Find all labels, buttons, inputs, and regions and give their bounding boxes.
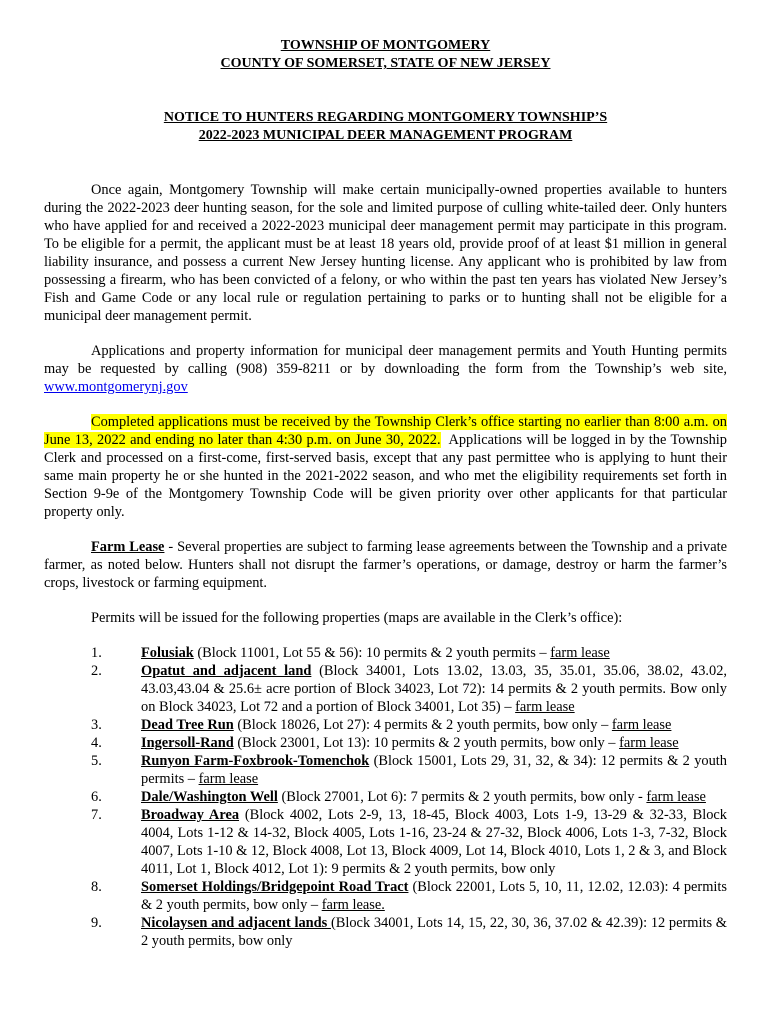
eligibility-paragraph: Once again, Montgomery Township will make certain municipally-owned properties available to hunters during the 2022-2023 deer hunting season, for the sole and limited purpose of culling white-tailed deer. Only hunters who have applied for and received a 2022-2023 municipal deer management permit may participate in this program. To be eligible for a permit, the applicant must be at least 18 years old, provide proof of at least $1 million in general liability insurance, and possess a current New Jersey hunting license. Any applicant who is prohibited by law from possessing a firearm, who has been convicted of a felony, or who within the past ten years has violated New Jersey’s Fish and Game Code or any local rule or regulation pertaining to parks or to hunting shall not be eligible for a municipal deer management permit. — [44, 182, 727, 324]
farm-lease-text: - Several properties are subject to farming lease agreements between the Township and a private farmer, as noted below. Hunters shall not disrupt the farmer’s operations, or damage, destroy or harm the farmer’s crops, livestock or farming equipment. — [44, 539, 727, 591]
property-name: Nicolaysen and adjacent lands — [141, 915, 331, 931]
applications-paragraph — [44, 342, 727, 396]
farm-lease-note: farm lease — [198, 771, 259, 787]
farm-lease-note: farm lease — [611, 717, 672, 733]
deadline-paragraph — [44, 413, 727, 521]
farm-lease-note: farm lease — [646, 789, 706, 805]
property-name: Broadway Area — [141, 807, 240, 823]
applications-text: Applications and property information for municipal deer management permits and Youth Hunting permits may be requested by calling (908) 359-8211 or by downloading the form from the Township’s web site, — [44, 343, 727, 377]
property-name: Runyon Farm-Foxbrook-Tomenchok — [141, 753, 370, 769]
farm-lease-paragraph — [44, 538, 727, 592]
farm-lease-note: farm lease — [550, 645, 610, 661]
notice-title-line2: 2022-2023 MUNICIPAL DEER MANAGEMENT PROGRAM — [198, 128, 573, 143]
deadline-highlight: Completed applications must be received by the Township Clerk’s office starting no earlier than 8:00 a.m. on June 13, 2022 and ending no later than 4:30 p.m. on June 30, 2022. — [44, 414, 727, 448]
farm-lease-note: farm lease. — [321, 897, 385, 913]
property-list — [44, 644, 727, 950]
farm-lease-note: farm lease — [619, 735, 679, 751]
list-item: 5. Runyon Farm-Foxbrook-Tomenchok (Block 15001, Lots 29, 31, 32, & 34): 12 permits & 2 youth permits – farm lease — [91, 753, 727, 787]
processing-text: Applications will be logged in by the Township Clerk and processed on a first-come, first-served basis, except that any past permittee who is applying to hunt their same main property he or she hunted in the 2021-2022 season, and who met the eligibility requirements set forth in Section 9-9e of the Montgomery Township Code will be given priority over other applicants for that particular property only. — [44, 432, 727, 520]
township-heading: TOWNSHIP OF MONTGOMERY — [280, 38, 491, 53]
farm-lease-label: Farm Lease — [91, 539, 165, 555]
property-name: Folusiak — [141, 645, 194, 661]
list-item: 2. Opatut and adjacent land (Block 34001, Lots 13.02, 13.03, 35, 35.01, 35.06, 38.02, 43.02, 43.03,43.04 & 25.6± acre portion of Block 34023, Lot 72): 14 permits & 2 youth permits. Bow only on Block 34023, Lot 72 and a portion of Block 34001, Lot 35) – farm lease — [91, 663, 727, 715]
list-item: 4. Ingersoll-Rand (Block 23001, Lot 13): 10 permits & 2 youth permits, bow only – farm lease — [91, 735, 679, 751]
property-name: Dale/Washington Well — [141, 789, 278, 805]
list-item: 8. Somerset Holdings/Bridgepoint Road Tract (Block 22001, Lots 5, 10, 11, 12.02, 12.03): 4 permits & 2 youth permits, bow only – farm lease. — [91, 879, 727, 913]
county-heading: COUNTY OF SOMERSET, STATE OF NEW JERSEY — [220, 56, 551, 71]
list-item: 1. Folusiak (Block 11001, Lot 55 & 56): 10 permits & 2 youth permits – farm lease — [91, 645, 610, 661]
notice-document — [44, 37, 727, 950]
property-name: Somerset Holdings/Bridgepoint Road Tract — [141, 879, 409, 895]
list-item: 3. Dead Tree Run (Block 18026, Lot 27): 4 permits & 2 youth permits, bow only – farm lease — [91, 717, 672, 733]
list-item: 6. Dale/Washington Well (Block 27001, Lot 6): 7 permits & 2 youth permits, bow only - farm lease — [91, 789, 706, 805]
property-name: Ingersoll-Rand — [141, 735, 234, 751]
farm-lease-note: farm lease — [515, 699, 575, 715]
permits-intro: Permits will be issued for the following properties (maps are available in the Clerk’s office): — [91, 610, 623, 626]
property-name: Dead Tree Run — [141, 717, 234, 733]
list-item: 7. Broadway Area (Block 4002, Lots 2-9, 13, 18-45, Block 4003, Lots 1-9, 13-29 & 32-33, Block 4004, Lots 1-12 & 14-32, Block 4005, Lots 1-16, 23-24 & 27-32, Block 4006, Lots 1-3, 7-32, Block 4007, Lots 1-10 & 12, Block 4008, Lot 13, Block 4009, Lot 14, Block 4010, Lots 1, 2 & 3, and Block 4011, Lot 1, Block 4012, Lot 1): 9 permits & 2 youth permits, bow only — [91, 807, 727, 877]
township-website-link[interactable]: www.montgomerynj.gov — [44, 379, 188, 395]
list-item: 9. Nicolaysen and adjacent lands (Block 34001, Lots 14, 15, 22, 30, 36, 37.02 & 42.39): 12 permits & 2 youth permits, bow only — [91, 915, 727, 949]
property-name: Opatut and adjacent land — [141, 663, 312, 679]
notice-title-line1: NOTICE TO HUNTERS REGARDING MONTGOMERY TOWNSHIP’S — [163, 110, 608, 125]
